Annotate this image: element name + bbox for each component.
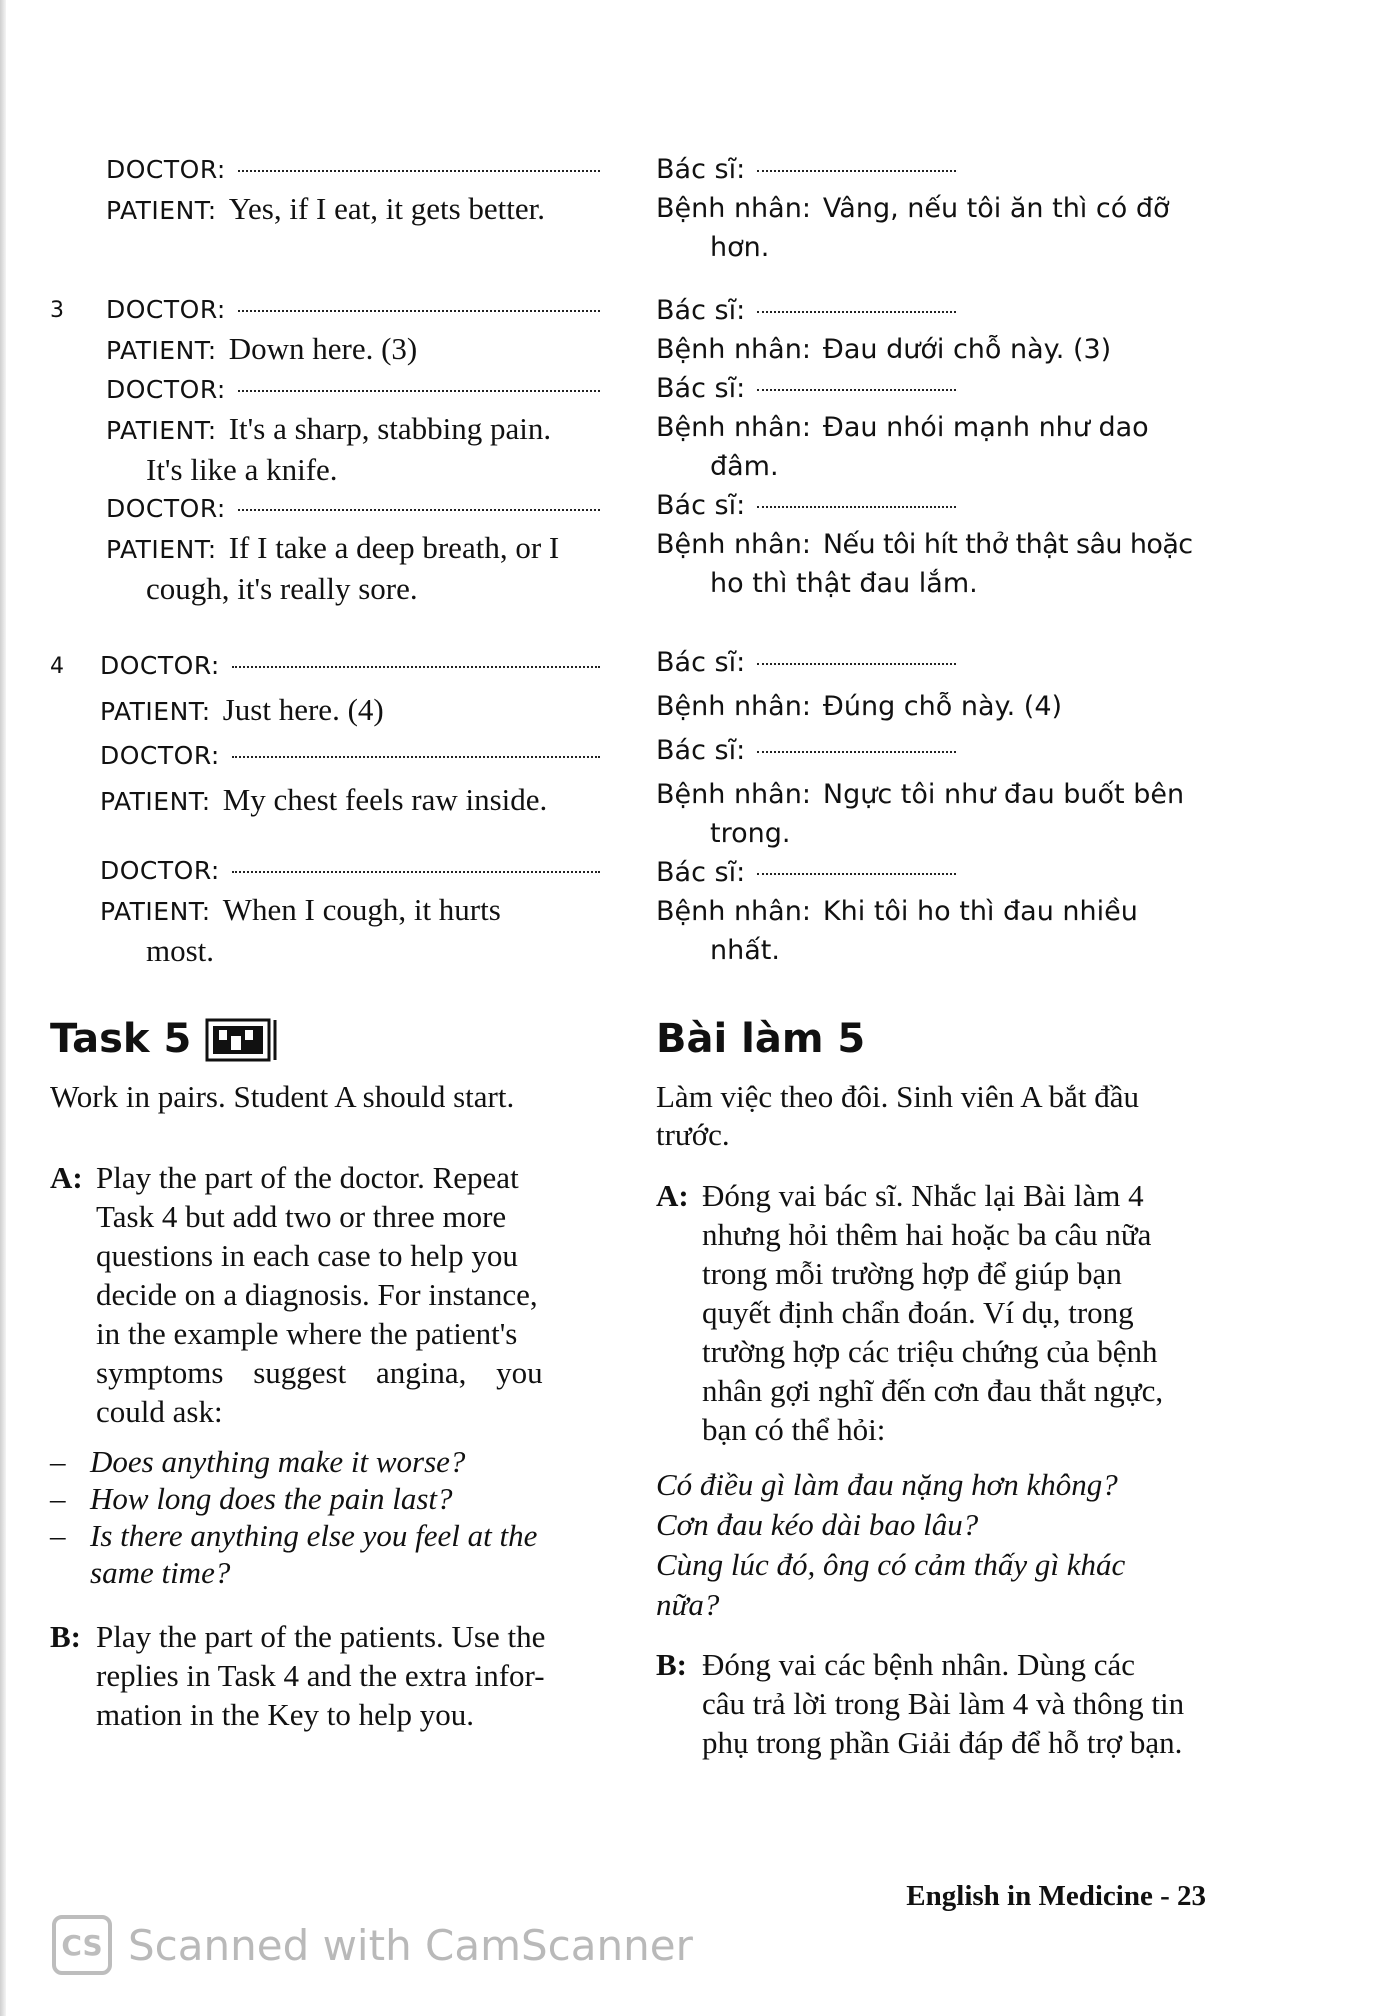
doctor-line	[656, 150, 1256, 189]
pair-work-icon	[205, 1018, 283, 1060]
scanner-text: Scanned with CamScanner	[128, 1920, 693, 1970]
question-list	[656, 1465, 1256, 1625]
patient-speech: It's a sharp, stabbing pain.	[228, 411, 552, 446]
dialogue-number: 3	[50, 298, 64, 323]
speaker-label: DOCTOR:	[106, 375, 226, 404]
patient-line	[50, 409, 610, 450]
speaker-label: Bác sĩ:	[656, 295, 746, 326]
text-line: questions in each case to help you	[96, 1238, 518, 1273]
speaker-label: DOCTOR:	[106, 295, 226, 324]
role-a	[50, 1158, 610, 1431]
text-line: trước.	[656, 1117, 730, 1152]
speaker-label: Bệnh nhân:	[656, 691, 811, 722]
speaker-label: PATIENT:	[106, 336, 217, 365]
text-line: phụ trong phần Giải đáp để hỗ trợ bạn.	[702, 1725, 1183, 1760]
task-heading	[50, 1014, 610, 1064]
camscanner-logo-icon: CS	[52, 1915, 112, 1975]
text-line: quyết định chẩn đoán. Ví dụ, trong	[702, 1295, 1134, 1330]
text-line: nhưng hỏi thêm hai hoặc ba câu nữa	[702, 1217, 1152, 1252]
text-line: Đóng vai các bệnh nhân. Dùng các	[702, 1647, 1135, 1682]
answer-blank	[757, 311, 956, 313]
speaker-label: PATIENT:	[106, 535, 217, 564]
doctor-line	[656, 731, 1256, 770]
page-footer: English in Medicine - 23	[906, 1880, 1206, 1912]
question-item: Cùng lúc đó, ông có cảm thấy gì khác	[656, 1547, 1126, 1582]
answer-blank	[238, 509, 600, 511]
role-b-label: B:	[50, 1619, 81, 1654]
speaker-label: Bác sĩ:	[656, 735, 746, 766]
dialogue-block	[656, 643, 1256, 970]
speaker-label: DOCTOR:	[106, 155, 226, 184]
doctor-line	[656, 486, 1256, 525]
answer-blank	[238, 170, 600, 172]
question-list	[50, 1443, 610, 1591]
role-b	[656, 1645, 1256, 1762]
text-line: mation in the Key to help you.	[96, 1697, 474, 1732]
doctor-line	[50, 150, 610, 189]
answer-blank	[232, 756, 600, 758]
patient-speech: Đau dưới chỗ này. (3)	[822, 334, 1112, 365]
doctor-line	[50, 290, 610, 329]
answer-blank	[757, 170, 956, 172]
doctor-line	[50, 370, 610, 409]
text-line: Task 4 but add two or three more	[96, 1199, 507, 1234]
text-line: Làm việc theo đôi. Sinh viên A bắt đầu	[656, 1079, 1139, 1114]
text-line: decide on a diagnosis. For instance,	[96, 1277, 538, 1312]
dialogue-number: 4	[50, 654, 64, 679]
patient-line	[656, 775, 1256, 814]
patient-line	[50, 528, 610, 569]
patient-speech-continued: cough, it's really sore.	[146, 571, 418, 606]
speaker-label: Bác sĩ:	[656, 373, 746, 404]
speaker-label: DOCTOR:	[106, 494, 226, 523]
speaker-label: DOCTOR:	[100, 741, 220, 770]
text-line: trường hợp các triệu chứng của bệnh	[702, 1334, 1158, 1369]
speaker-label: Bác sĩ:	[656, 857, 746, 888]
text-line: câu trả lời trong Bài làm 4 và thông tin	[702, 1686, 1185, 1721]
patient-speech-continued: most.	[146, 933, 215, 968]
patient-speech: When I cough, it hurts	[222, 892, 501, 927]
speaker-label: Bệnh nhân:	[656, 529, 811, 560]
doctor-line	[50, 489, 610, 528]
dialogue-block	[50, 290, 610, 608]
patient-speech-continued: trong.	[710, 818, 791, 849]
speaker-label: Bệnh nhân:	[656, 334, 811, 365]
patient-line	[656, 525, 1256, 564]
answer-blank	[232, 871, 600, 873]
patient-speech: My chest feels raw inside.	[222, 782, 548, 817]
task-title: Task 5	[50, 1016, 192, 1062]
speaker-label: Bác sĩ:	[656, 154, 746, 185]
role-a	[656, 1176, 1256, 1449]
patient-speech-continued: nhất.	[710, 935, 780, 966]
speaker-label: DOCTOR:	[100, 856, 220, 885]
speaker-label: Bệnh nhân:	[656, 896, 811, 927]
speaker-label: Bệnh nhân:	[656, 779, 811, 810]
patient-speech: Down here. (3)	[228, 331, 418, 366]
patient-line	[656, 330, 1256, 369]
text-line: Đóng vai bác sĩ. Nhắc lại Bài làm 4	[702, 1178, 1144, 1213]
dialogue-block	[656, 291, 1256, 603]
patient-speech: Đúng chỗ này. (4)	[822, 691, 1063, 722]
text-line: replies in Task 4 and the extra infor-	[96, 1658, 545, 1693]
answer-blank	[757, 751, 956, 753]
answer-blank	[757, 389, 956, 391]
answer-blank	[757, 506, 956, 508]
task-instruction: Work in pairs. Student A should start.	[50, 1079, 515, 1114]
text-line: Play the part of the doctor. Repeat	[96, 1160, 519, 1195]
speaker-label: PATIENT:	[106, 196, 217, 225]
doctor-line	[656, 643, 1256, 682]
patient-speech: Just here. (4)	[222, 692, 384, 727]
vietnamese-column	[656, 150, 1256, 1762]
patient-line	[50, 780, 610, 821]
question-item: – Does anything make it worse?	[50, 1444, 466, 1479]
patient-speech: If I take a deep breath, or I	[228, 530, 560, 565]
patient-speech-continued: hơn.	[710, 232, 770, 263]
speaker-label: Bệnh nhân:	[656, 412, 811, 443]
task-title: Bài làm 5	[656, 1016, 866, 1062]
page-scan-edge	[0, 0, 6, 2016]
question-item: Cơn đau kéo dài bao lâu?	[656, 1507, 979, 1542]
role-a-text	[702, 1176, 1256, 1449]
dialogue-block	[656, 150, 1256, 267]
doctor-line	[50, 736, 610, 775]
speaker-label: DOCTOR:	[100, 651, 220, 680]
answer-blank	[232, 666, 600, 668]
answer-blank	[757, 873, 956, 875]
text-line: could ask:	[96, 1394, 223, 1429]
patient-line	[656, 408, 1256, 447]
speaker-label: PATIENT:	[100, 697, 211, 726]
patient-speech: Vâng, nếu tôi ăn thì có đỡ	[822, 193, 1170, 224]
speaker-label: Bác sĩ:	[656, 490, 746, 521]
patient-line	[656, 687, 1256, 726]
role-a-text	[96, 1158, 610, 1431]
role-b	[50, 1617, 610, 1734]
patient-line	[656, 189, 1256, 228]
role-b-text	[702, 1645, 1256, 1762]
patient-speech: Khi tôi ho thì đau nhiều	[822, 896, 1138, 927]
patient-speech-continued: It's like a knife.	[146, 452, 338, 487]
text-line: symptoms suggest angina, you	[96, 1355, 543, 1390]
question-item: Có điều gì làm đau nặng hơn không?	[656, 1467, 1118, 1502]
question-item: nữa?	[656, 1587, 720, 1622]
speaker-label: PATIENT:	[106, 416, 217, 445]
text-line: trong mỗi trường hợp để giúp bạn	[702, 1256, 1122, 1291]
question-item: – Is there anything else you feel at the same time?	[50, 1518, 538, 1590]
speaker-label: PATIENT:	[100, 897, 211, 926]
answer-blank	[238, 310, 600, 312]
speaker-label: PATIENT:	[100, 787, 211, 816]
question-item: – How long does the pain last?	[50, 1481, 453, 1516]
answer-blank	[757, 663, 956, 665]
patient-speech: Đau nhói mạnh như dao	[822, 412, 1149, 443]
patient-line	[50, 329, 610, 370]
doctor-line	[656, 369, 1256, 408]
task-instruction	[656, 1078, 1256, 1154]
task-heading	[656, 1014, 1256, 1064]
patient-line	[50, 690, 610, 731]
patient-line	[50, 189, 610, 230]
dialogue-block	[50, 150, 610, 228]
role-a-label: A:	[656, 1178, 689, 1213]
patient-line	[50, 890, 610, 931]
patient-line	[656, 892, 1256, 931]
doctor-line	[656, 291, 1256, 330]
text-line: Play the part of the patients. Use the	[96, 1619, 546, 1654]
patient-speech-continued: đâm.	[710, 451, 779, 482]
doctor-line	[50, 851, 610, 890]
patient-speech: Ngực tôi như đau buốt bên	[822, 779, 1185, 810]
speaker-label: Bác sĩ:	[656, 647, 746, 678]
speaker-label: Bệnh nhân:	[656, 193, 811, 224]
role-a-label: A:	[50, 1160, 83, 1195]
answer-blank	[238, 390, 600, 392]
doctor-line	[656, 853, 1256, 892]
scanner-watermark	[52, 1915, 693, 1975]
text-line: nhân gợi nghĩ đến cơn đau thắt ngực,	[702, 1373, 1164, 1408]
dialogue-block	[50, 646, 610, 970]
patient-speech: Nếu tôi hít thở thật sâu hoặc	[822, 529, 1193, 560]
role-b-text	[96, 1617, 610, 1734]
text-line: bạn có thể hỏi:	[702, 1412, 886, 1447]
patient-speech-continued: ho thì thật đau lắm.	[710, 568, 978, 599]
role-b-label: B:	[656, 1647, 687, 1682]
english-column	[50, 150, 610, 1734]
doctor-line	[50, 646, 610, 685]
patient-speech: Yes, if I eat, it gets better.	[228, 191, 546, 226]
text-line: in the example where the patient's	[96, 1316, 518, 1351]
